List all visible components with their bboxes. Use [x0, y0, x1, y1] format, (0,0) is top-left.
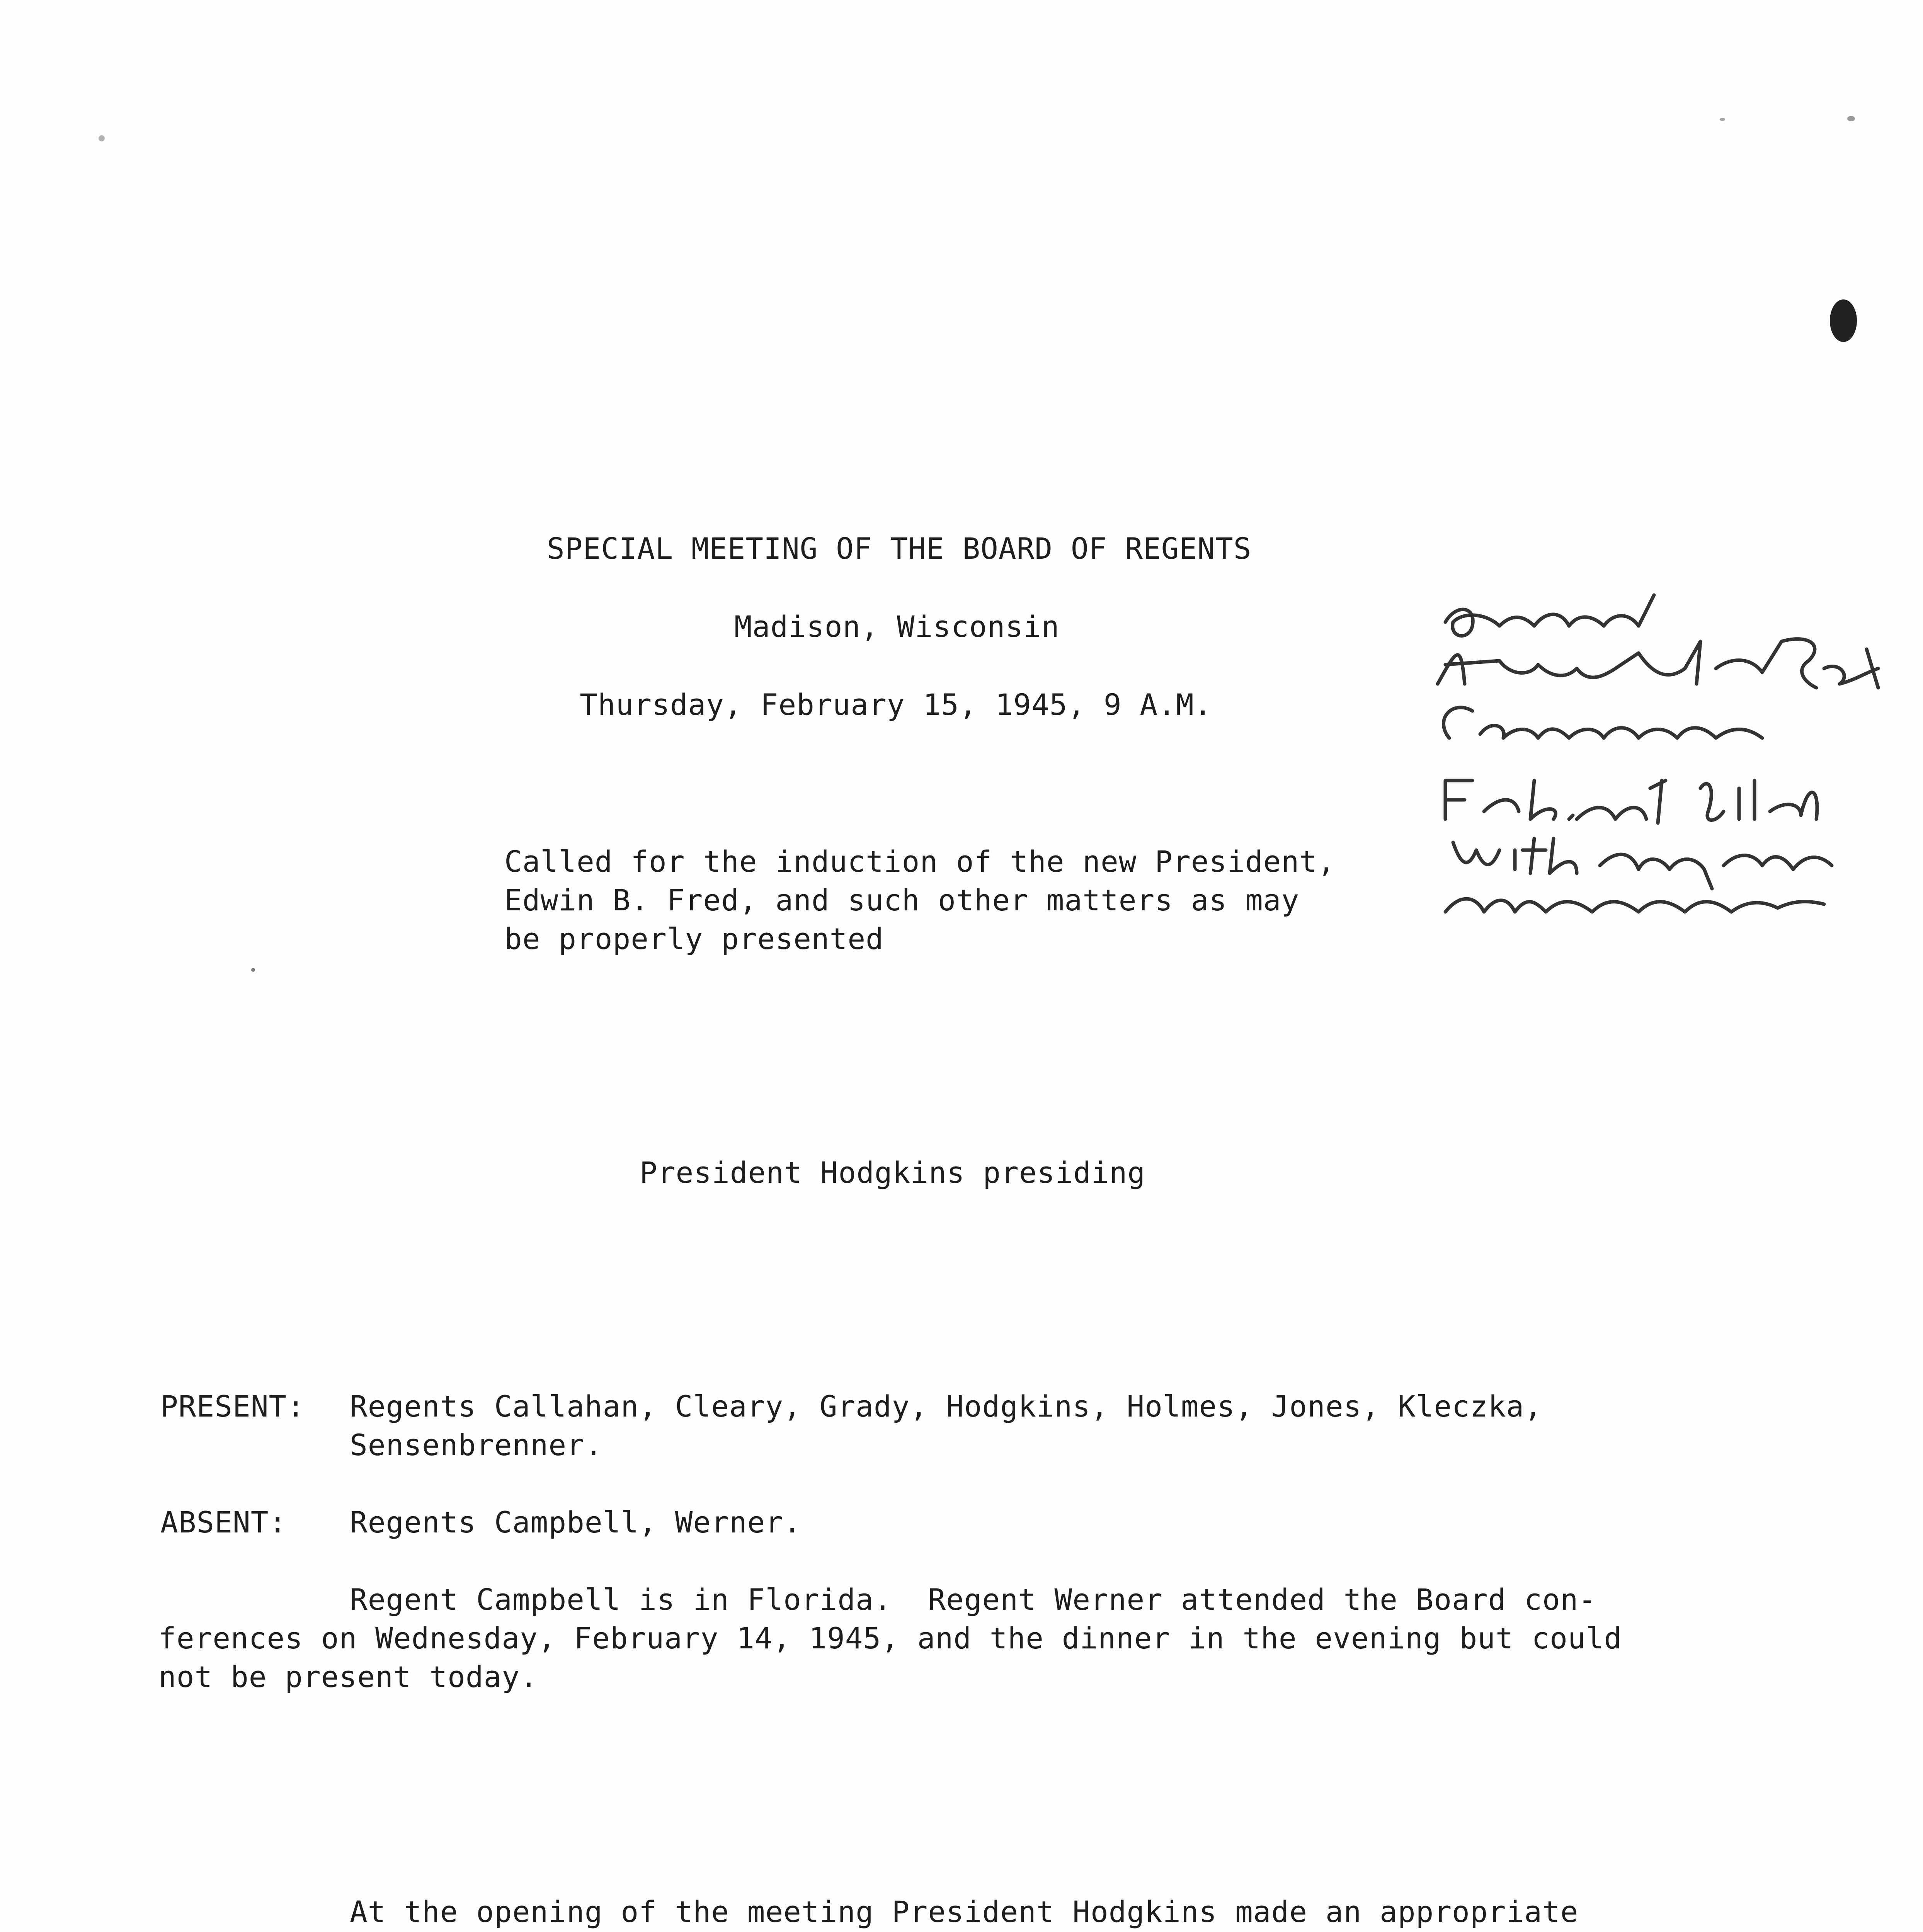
ink-speck: [251, 968, 255, 972]
meeting-datetime: Thursday, February 15, 1945, 9 A.M.: [580, 687, 1212, 722]
purpose-line-3: be properly presented: [504, 922, 884, 956]
absence-note-line-1: Regent Campbell is in Florida. Regent Werner attended the Board con-: [350, 1582, 1597, 1617]
purpose-line-1: Called for the induction of the new President,: [504, 844, 1336, 879]
absence-note-line-3: not be present today.: [158, 1660, 538, 1694]
meeting-title: SPECIAL MEETING OF THE BOARD OF REGENTS: [547, 531, 1252, 566]
present-list: Regents Callahan, Cleary, Grady, Hodgkins, Holmes, Jones, Kleczka,: [350, 1389, 1542, 1423]
ink-speck: [1847, 116, 1855, 121]
present-label: PRESENT:: [160, 1389, 305, 1423]
meeting-location: Madison, Wisconsin: [734, 609, 1060, 644]
opening-line-1: At the opening of the meeting President Hodgkins made an appropriate: [350, 1895, 1579, 1929]
ink-blot: [1830, 299, 1857, 342]
purpose-line-2: Edwin B. Fred, and such other matters as may: [504, 883, 1300, 917]
absent-label: ABSENT:: [160, 1505, 287, 1539]
handwritten-margin-note: [1422, 572, 1905, 935]
presiding-line: President Hodgkins presiding: [640, 1155, 1146, 1190]
present-list-continued: Sensenbrenner.: [350, 1428, 603, 1462]
ink-speck: [99, 135, 105, 141]
absence-note-line-2: ferences on Wednesday, February 14, 1945, and the dinner in the evening but could: [158, 1621, 1622, 1655]
ink-speck: [1720, 118, 1725, 121]
absent-list: Regents Campbell, Werner.: [350, 1505, 802, 1539]
